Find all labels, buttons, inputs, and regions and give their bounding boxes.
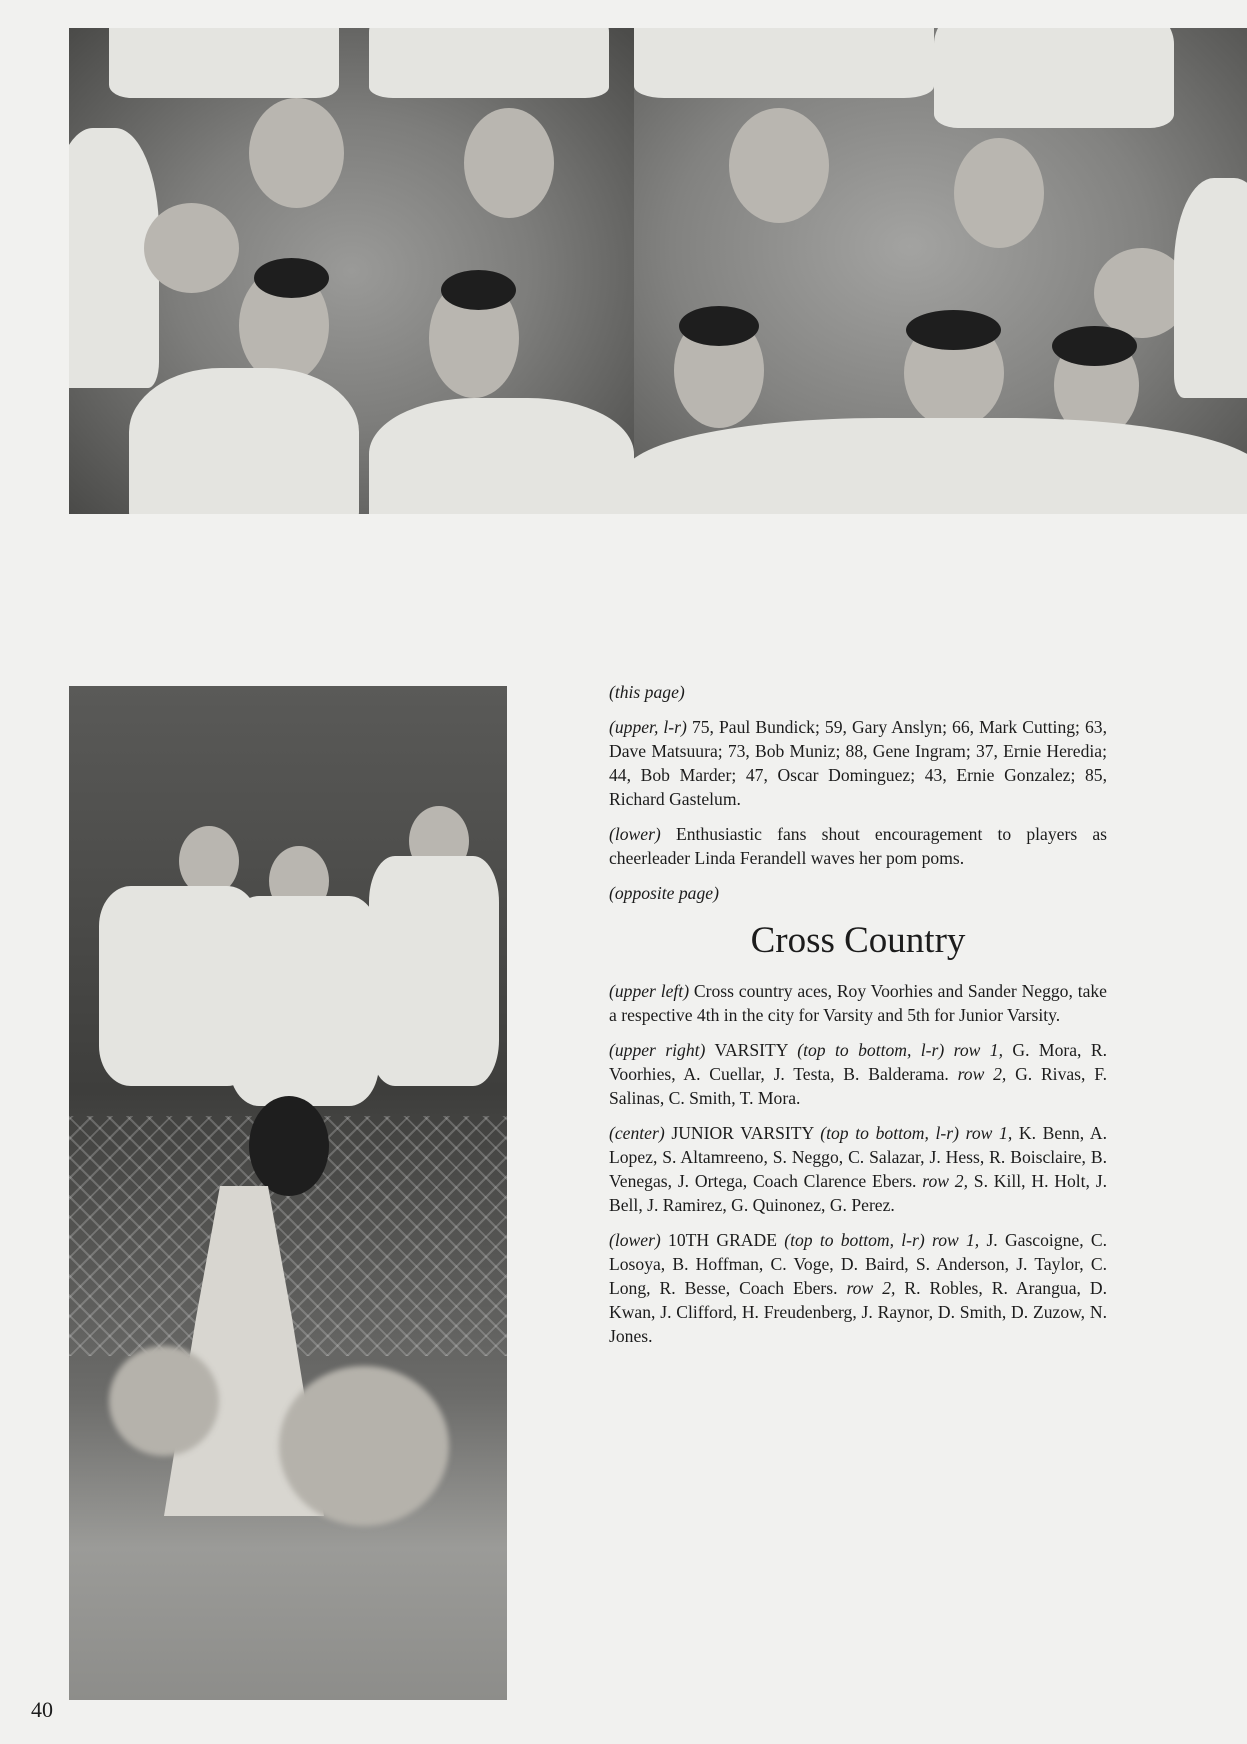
- caption-segment: VARSITY: [705, 1040, 798, 1060]
- football-players-photo-left: [69, 28, 634, 514]
- cheerleader-fans-photo: [69, 686, 507, 1700]
- caption-upper-right: [609, 1038, 1107, 1110]
- caption-segment: JUNIOR VARSITY: [664, 1123, 821, 1143]
- caption-upper: [609, 715, 1107, 811]
- captions-column: [609, 680, 1107, 1359]
- caption-segment: (lower): [609, 1230, 661, 1250]
- caption-segment: (upper right): [609, 1040, 706, 1060]
- caption-segment: 10TH GRADE: [660, 1230, 785, 1250]
- page-number: 40: [31, 1697, 53, 1722]
- caption-segment: 75, Paul Bundick; 59, Gary Anslyn; 66, Mark Cutting; 63, Dave Matsuura; 73, Bob Muniz; 88, Gene Ingram; 37, Ernie Heredia; 44, Bob Marder; 47, Oscar Dominguez; 43, Ernie Gonzalez; 85, Richard Gastelum.: [609, 717, 1107, 809]
- caption-segment: G. Mora, R. Voorhies, A. Cuellar, J. Testa, B. Balderama.: [609, 1040, 1107, 1084]
- caption-segment: (upper, l-r): [609, 717, 687, 737]
- caption-upper-left: [609, 979, 1107, 1027]
- football-players-photo-right: [634, 28, 1247, 514]
- caption-segment: (top to bottom, l-r) row 1,: [784, 1230, 980, 1250]
- this-page-label: [609, 680, 1107, 704]
- caption-segment: (lower): [609, 824, 661, 844]
- caption-segment: Cross country aces, Roy Voorhies and Sander Neggo, take a respective 4th in the city for Varsity and 5th for Junior Varsity.: [609, 981, 1107, 1025]
- caption-segment: Enthusiastic fans shout encouragement to players as cheerleader Linda Ferandell waves her pom poms.: [609, 824, 1107, 868]
- caption-segment: R. Robles, R. Arangua, D. Kwan, J. Clifford, H. Freudenberg, J. Raynor, D. Smith, D. Zuzow, N. Jones.: [609, 1278, 1108, 1346]
- caption-segment: (center): [609, 1123, 665, 1143]
- label: (this page): [609, 682, 685, 702]
- caption-lower-cross-country: [609, 1228, 1107, 1348]
- caption-segment: S. Kill, H. Holt, J. Bell, J. Ramirez, G. Quinonez, G. Perez.: [609, 1171, 1107, 1215]
- caption-segment: (top to bottom, l-r) row 1,: [797, 1040, 1003, 1060]
- caption-segment: K. Benn, A. Lopez, S. Altamreeno, S. Neggo, C. Salazar, J. Hess, R. Boisclaire, B. Venegas, J. Ortega, Coach Clarence Ebers.: [609, 1123, 1107, 1191]
- caption-segment: row 2,: [846, 1278, 896, 1298]
- opposite-page-label: [609, 881, 1107, 905]
- caption-segment: row 2,: [957, 1064, 1007, 1084]
- label: (opposite page): [609, 883, 719, 903]
- caption-center: [609, 1121, 1107, 1217]
- caption-lower: [609, 822, 1107, 870]
- section-title: Cross Country: [750, 920, 966, 961]
- caption-segment: J. Gascoigne, C. Losoya, B. Hoffman, C. Voge, D. Baird, S. Anderson, J. Taylor, C. Long, R. Besse, Coach Ebers.: [609, 1230, 1107, 1298]
- caption-segment: G. Rivas, F. Salinas, C. Smith, T. Mora.: [609, 1064, 1107, 1108]
- caption-segment: (upper left): [609, 981, 690, 1001]
- caption-segment: (top to bottom, l-r) row 1,: [820, 1123, 1013, 1143]
- caption-segment: row 2,: [922, 1171, 968, 1191]
